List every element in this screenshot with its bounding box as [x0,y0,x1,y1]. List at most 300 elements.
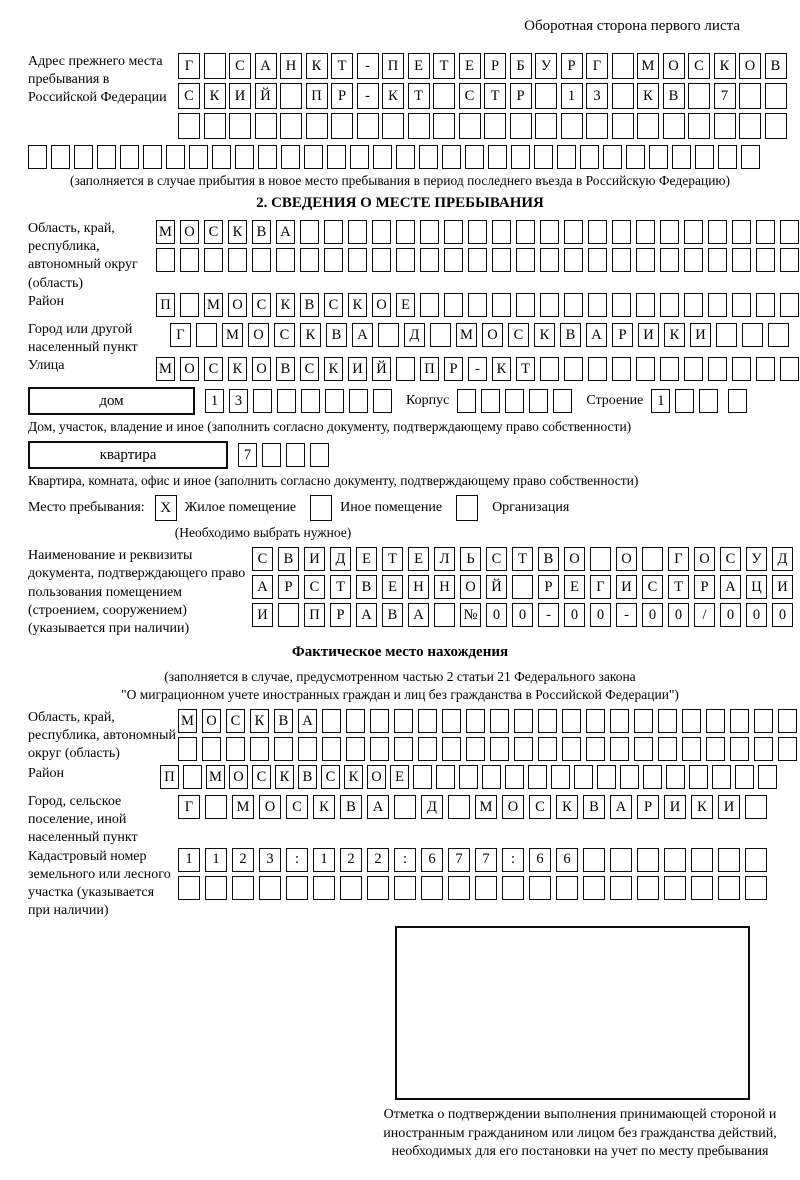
char-box[interactable] [324,248,343,272]
char-box[interactable] [612,53,634,79]
char-box[interactable] [205,795,227,819]
char-box[interactable]: С [304,575,325,599]
char-box[interactable] [588,220,607,244]
char-box[interactable]: А [367,795,389,819]
char-box[interactable]: Т [408,83,430,109]
char-box[interactable] [540,357,559,381]
char-box[interactable]: М [156,357,175,381]
char-box[interactable] [551,765,570,789]
char-box[interactable] [444,248,463,272]
char-box[interactable]: № [460,603,481,627]
char-box[interactable]: Г [178,795,200,819]
char-box[interactable] [691,876,713,900]
char-box[interactable] [597,765,616,789]
char-box[interactable]: Т [516,357,535,381]
char-box[interactable]: И [664,795,686,819]
char-box[interactable] [714,113,736,139]
char-box[interactable] [516,293,535,317]
char-box[interactable] [331,113,353,139]
char-box[interactable] [672,145,691,169]
char-box[interactable]: А [586,323,607,347]
char-box[interactable] [202,737,221,761]
char-box[interactable]: В [326,323,347,347]
char-box[interactable] [636,293,655,317]
char-box[interactable]: Б [510,53,532,79]
char-box[interactable]: - [616,603,637,627]
char-box[interactable] [51,145,70,169]
char-box[interactable] [28,145,47,169]
char-box[interactable] [535,113,557,139]
residential-checkbox[interactable]: X [155,495,177,521]
char-box[interactable] [229,113,251,139]
char-box[interactable] [708,248,727,272]
char-box[interactable]: К [492,357,511,381]
char-box[interactable] [434,603,455,627]
char-box[interactable] [482,765,501,789]
char-box[interactable]: С [229,53,251,79]
char-box[interactable] [528,765,547,789]
char-box[interactable] [313,876,335,900]
char-box[interactable] [373,145,392,169]
char-box[interactable]: С [324,293,343,317]
char-box[interactable] [468,293,487,317]
char-box[interactable]: В [300,293,319,317]
apartment-type-box[interactable]: квартира [28,441,228,469]
char-box[interactable]: 3 [586,83,608,109]
char-box[interactable] [204,113,226,139]
char-box[interactable]: О [694,547,715,571]
char-box[interactable] [699,389,718,413]
char-box[interactable] [540,220,559,244]
char-box[interactable]: 0 [746,603,767,627]
char-box[interactable] [340,876,362,900]
char-box[interactable]: 1 [651,389,670,413]
char-box[interactable] [718,876,740,900]
char-box[interactable]: К [382,83,404,109]
char-box[interactable]: К [228,357,247,381]
char-box[interactable] [562,709,581,733]
char-box[interactable] [394,876,416,900]
char-box[interactable]: Е [390,765,409,789]
char-box[interactable]: 0 [486,603,507,627]
char-box[interactable]: - [468,357,487,381]
char-box[interactable]: Н [280,53,302,79]
char-box[interactable]: К [250,709,269,733]
char-box[interactable] [97,145,116,169]
char-box[interactable] [350,145,369,169]
char-box[interactable] [304,145,323,169]
char-box[interactable] [660,220,679,244]
char-box[interactable]: С [204,357,223,381]
char-box[interactable]: Р [444,357,463,381]
char-box[interactable] [322,737,341,761]
char-box[interactable]: С [274,323,295,347]
char-box[interactable] [408,113,430,139]
char-box[interactable]: Р [694,575,715,599]
char-box[interactable]: П [304,603,325,627]
char-box[interactable]: О [367,765,386,789]
char-box[interactable]: О [372,293,391,317]
char-box[interactable]: П [156,293,175,317]
char-box[interactable]: 0 [564,603,585,627]
char-box[interactable] [557,145,576,169]
char-box[interactable] [492,220,511,244]
char-box[interactable] [180,293,199,317]
char-box[interactable] [588,293,607,317]
char-box[interactable] [310,443,329,467]
char-box[interactable] [712,765,731,789]
char-box[interactable] [538,709,557,733]
char-box[interactable] [465,145,484,169]
char-box[interactable] [324,220,343,244]
char-box[interactable]: Н [408,575,429,599]
char-box[interactable]: И [616,575,637,599]
char-box[interactable] [226,737,245,761]
char-box[interactable] [492,293,511,317]
char-box[interactable] [280,83,302,109]
char-box[interactable] [349,389,368,413]
char-box[interactable] [502,876,524,900]
char-box[interactable] [586,737,605,761]
char-box[interactable]: С [204,220,223,244]
char-box[interactable]: С [252,547,273,571]
char-box[interactable]: О [228,293,247,317]
char-box[interactable] [758,765,777,789]
char-box[interactable]: : [394,848,416,872]
char-box[interactable]: А [352,323,373,347]
char-box[interactable] [457,389,476,413]
char-box[interactable] [183,765,202,789]
char-box[interactable]: В [583,795,605,819]
char-box[interactable] [442,737,461,761]
char-box[interactable]: С [252,293,271,317]
char-box[interactable] [322,709,341,733]
char-box[interactable] [396,248,415,272]
char-box[interactable] [396,357,415,381]
char-box[interactable] [235,145,254,169]
char-box[interactable]: Т [433,53,455,79]
char-box[interactable] [514,709,533,733]
char-box[interactable]: Р [330,603,351,627]
char-box[interactable] [286,876,308,900]
char-box[interactable] [278,603,299,627]
char-box[interactable] [488,145,507,169]
char-box[interactable] [732,293,751,317]
char-box[interactable] [204,248,223,272]
char-box[interactable]: 1 [205,389,224,413]
char-box[interactable]: Т [331,53,353,79]
char-box[interactable] [765,113,787,139]
char-box[interactable] [664,848,686,872]
char-box[interactable] [637,848,659,872]
char-box[interactable] [212,145,231,169]
char-box[interactable] [538,737,557,761]
char-box[interactable] [778,709,797,733]
char-box[interactable]: М [206,765,225,789]
char-box[interactable] [166,145,185,169]
char-box[interactable]: С [286,795,308,819]
char-box[interactable] [448,876,470,900]
char-box[interactable]: С [529,795,551,819]
char-box[interactable] [301,389,320,413]
char-box[interactable]: В [560,323,581,347]
char-box[interactable]: 7 [475,848,497,872]
char-box[interactable] [418,709,437,733]
char-box[interactable]: А [720,575,741,599]
char-box[interactable] [636,357,655,381]
char-box[interactable]: У [746,547,767,571]
char-box[interactable] [276,248,295,272]
char-box[interactable] [372,220,391,244]
char-box[interactable]: П [420,357,439,381]
char-box[interactable] [695,145,714,169]
char-box[interactable] [612,83,634,109]
char-box[interactable]: - [357,83,379,109]
char-box[interactable]: 0 [772,603,793,627]
char-box[interactable]: 3 [259,848,281,872]
char-box[interactable]: С [642,575,663,599]
char-box[interactable]: С [300,357,319,381]
char-box[interactable] [196,323,217,347]
char-box[interactable] [484,113,506,139]
char-box[interactable] [756,293,775,317]
char-box[interactable] [178,737,197,761]
char-box[interactable] [394,737,413,761]
char-box[interactable]: 3 [229,389,248,413]
char-box[interactable]: / [694,603,715,627]
char-box[interactable] [620,765,639,789]
char-box[interactable]: И [229,83,251,109]
char-box[interactable] [739,113,761,139]
char-box[interactable]: С [508,323,529,347]
char-box[interactable]: В [276,357,295,381]
char-box[interactable] [756,248,775,272]
char-box[interactable]: К [714,53,736,79]
char-box[interactable] [421,876,443,900]
house-type-box[interactable]: дом [28,387,195,415]
char-box[interactable] [348,220,367,244]
char-box[interactable]: А [298,709,317,733]
organization-checkbox[interactable] [456,495,478,521]
char-box[interactable] [178,876,200,900]
char-box[interactable] [420,220,439,244]
char-box[interactable]: Й [255,83,277,109]
char-box[interactable] [562,737,581,761]
char-box[interactable]: О [564,547,585,571]
char-box[interactable]: М [456,323,477,347]
char-box[interactable] [382,113,404,139]
char-box[interactable]: В [298,765,317,789]
char-box[interactable]: С [178,83,200,109]
char-box[interactable] [262,443,281,467]
char-box[interactable] [732,220,751,244]
char-box[interactable] [637,113,659,139]
char-box[interactable]: Д [421,795,443,819]
char-box[interactable] [780,293,799,317]
char-box[interactable]: Е [396,293,415,317]
char-box[interactable] [325,389,344,413]
char-box[interactable] [252,248,271,272]
char-box[interactable]: 1 [561,83,583,109]
char-box[interactable] [444,220,463,244]
char-box[interactable] [643,765,662,789]
char-box[interactable] [610,709,629,733]
char-box[interactable] [346,709,365,733]
char-box[interactable] [448,795,470,819]
char-box[interactable] [553,389,572,413]
char-box[interactable] [664,876,686,900]
char-box[interactable]: М [156,220,175,244]
char-box[interactable] [730,737,749,761]
char-box[interactable]: 0 [720,603,741,627]
char-box[interactable] [732,248,751,272]
char-box[interactable]: Р [484,53,506,79]
char-box[interactable] [660,293,679,317]
char-box[interactable] [505,765,524,789]
char-box[interactable]: Г [170,323,191,347]
char-box[interactable]: О [663,53,685,79]
char-box[interactable]: К [637,83,659,109]
char-box[interactable] [300,248,319,272]
char-box[interactable]: В [356,575,377,599]
char-box[interactable]: Р [510,83,532,109]
char-box[interactable] [430,323,451,347]
char-box[interactable]: В [382,603,403,627]
char-box[interactable]: Д [404,323,425,347]
char-box[interactable] [274,737,293,761]
char-box[interactable] [708,357,727,381]
char-box[interactable]: К [691,795,713,819]
char-box[interactable]: Е [356,547,377,571]
char-box[interactable] [466,709,485,733]
char-box[interactable]: У [535,53,557,79]
char-box[interactable]: 2 [340,848,362,872]
char-box[interactable] [706,709,725,733]
char-box[interactable] [466,737,485,761]
char-box[interactable] [373,389,392,413]
char-box[interactable] [684,357,703,381]
char-box[interactable] [588,248,607,272]
char-box[interactable] [418,737,437,761]
char-box[interactable] [745,848,767,872]
char-box[interactable]: 0 [512,603,533,627]
char-box[interactable] [378,323,399,347]
char-box[interactable]: Г [668,547,689,571]
char-box[interactable] [745,795,767,819]
char-box[interactable] [419,145,438,169]
char-box[interactable] [583,848,605,872]
char-box[interactable] [529,876,551,900]
char-box[interactable]: М [204,293,223,317]
char-box[interactable] [780,248,799,272]
char-box[interactable]: О [180,220,199,244]
char-box[interactable] [660,248,679,272]
char-box[interactable]: Д [330,547,351,571]
char-box[interactable] [306,113,328,139]
char-box[interactable] [586,113,608,139]
char-box[interactable] [564,248,583,272]
char-box[interactable] [612,357,631,381]
char-box[interactable]: 1 [313,848,335,872]
char-box[interactable] [367,876,389,900]
char-box[interactable] [718,145,737,169]
char-box[interactable]: А [252,575,273,599]
char-box[interactable] [588,357,607,381]
char-box[interactable] [684,220,703,244]
char-box[interactable] [156,248,175,272]
char-box[interactable]: Р [561,53,583,79]
char-box[interactable] [612,113,634,139]
char-box[interactable]: В [538,547,559,571]
char-box[interactable] [580,145,599,169]
char-box[interactable]: Е [564,575,585,599]
char-box[interactable]: П [160,765,179,789]
char-box[interactable] [564,293,583,317]
char-box[interactable] [346,737,365,761]
char-box[interactable] [298,737,317,761]
char-box[interactable]: 6 [556,848,578,872]
char-box[interactable]: С [459,83,481,109]
char-box[interactable] [481,389,500,413]
char-box[interactable]: В [340,795,362,819]
char-box[interactable] [436,765,455,789]
char-box[interactable]: - [357,53,379,79]
char-box[interactable]: Р [331,83,353,109]
char-box[interactable]: О [460,575,481,599]
char-box[interactable] [468,248,487,272]
char-box[interactable] [780,357,799,381]
char-box[interactable] [684,293,703,317]
char-box[interactable]: К [664,323,685,347]
char-box[interactable] [708,220,727,244]
char-box[interactable] [540,293,559,317]
char-box[interactable] [564,220,583,244]
char-box[interactable] [259,876,281,900]
char-box[interactable]: 1 [205,848,227,872]
char-box[interactable]: А [610,795,632,819]
char-box[interactable] [357,113,379,139]
char-box[interactable]: Г [586,53,608,79]
char-box[interactable] [634,709,653,733]
char-box[interactable] [754,709,773,733]
char-box[interactable]: А [408,603,429,627]
char-box[interactable]: О [502,795,524,819]
char-box[interactable] [728,389,747,413]
char-box[interactable]: Т [512,547,533,571]
char-box[interactable]: Т [382,547,403,571]
char-box[interactable] [730,709,749,733]
char-box[interactable] [74,145,93,169]
char-box[interactable] [420,248,439,272]
char-box[interactable]: О [616,547,637,571]
char-box[interactable] [255,113,277,139]
char-box[interactable]: - [538,603,559,627]
char-box[interactable]: О [482,323,503,347]
char-box[interactable] [490,737,509,761]
char-box[interactable]: Т [484,83,506,109]
char-box[interactable] [459,113,481,139]
char-box[interactable]: Л [434,547,455,571]
char-box[interactable] [204,53,226,79]
char-box[interactable] [205,876,227,900]
char-box[interactable] [684,248,703,272]
char-box[interactable]: К [276,293,295,317]
char-box[interactable] [516,220,535,244]
char-box[interactable] [706,737,725,761]
char-box[interactable]: А [255,53,277,79]
char-box[interactable]: 6 [421,848,443,872]
char-box[interactable]: В [252,220,271,244]
